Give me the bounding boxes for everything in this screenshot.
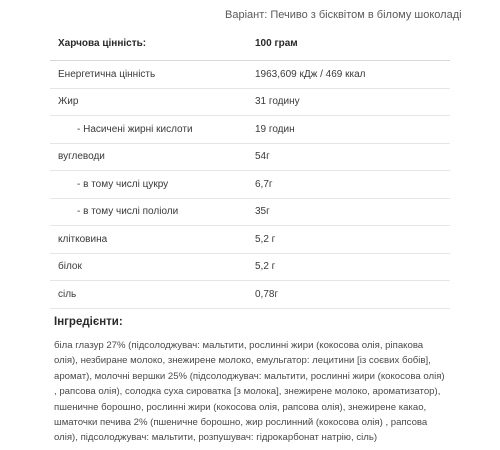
nutrient-name: - Насичені жирні кислоти [77, 123, 193, 135]
nutrient-value: 5,2 г [255, 261, 276, 273]
header-nutrition-label: Харчова цінність: [58, 37, 147, 49]
header-amount-label: 100 грам [255, 37, 298, 49]
nutrition-table-header [50, 26, 450, 61]
nutrient-name: Жир [58, 96, 79, 108]
table-row [50, 281, 450, 309]
table-row [50, 116, 450, 144]
nutrient-value: 0,78г [255, 288, 279, 300]
variant-label: Варіант: Печиво з бісквітом в білому шоколаді [225, 9, 462, 21]
nutrient-name: Енергетична цінність [58, 68, 156, 80]
table-row [50, 171, 450, 199]
nutrient-value: 6,7г [255, 178, 273, 190]
ingredients-section [54, 316, 449, 446]
nutrient-value: 19 годин [255, 123, 295, 135]
table-row [50, 144, 450, 172]
nutrient-value: 35г [255, 206, 270, 218]
nutrient-name: білок [58, 261, 82, 273]
table-row [50, 254, 450, 282]
table-row [50, 61, 450, 89]
nutrient-value: 5,2 г [255, 233, 276, 245]
table-row [50, 89, 450, 117]
ingredients-title: Інгредієнти: [54, 316, 123, 328]
table-row [50, 199, 450, 227]
nutrient-name: клітковина [58, 233, 108, 245]
nutrient-name: - в тому числі поліоли [77, 206, 179, 218]
nutrient-value: 54г [255, 151, 270, 163]
nutrition-table [50, 26, 450, 309]
nutrient-name: - в тому числі цукру [77, 178, 169, 190]
nutrient-value: 31 годину [255, 96, 300, 108]
nutrient-name: вуглеводи [58, 151, 105, 163]
nutrient-name: сіль [58, 288, 77, 300]
table-row [50, 226, 450, 254]
ingredients-text: біла глазур 27% (підсолоджувач: мальтити, рослинні жири (кокосова олія, ріпакова олія), незбиране молоко, знежирене молоко, емульгатор: лецитини [із соєвих бобів], аромат), молочні вершки 25% (підсолоджувач: мальтити, рослинні жири (кокосова олія) , рапсова олія), солодка суха сироватка [з молока], знежирене молоко, ароматизатор), пшеничне борошно, рослинні жири (кокосова олія, рапсова олія), знежирене какао, шматочки печива 2% (пшеничне борошно, жир рослинний (кокосова олія) , рапсова олія), підсолоджувач: мальтити, розпушувач: гідрокарбонат натрію, сіль) [54, 340, 445, 444]
nutrient-value: 1963,609 кДж / 469 ккал [255, 68, 366, 80]
